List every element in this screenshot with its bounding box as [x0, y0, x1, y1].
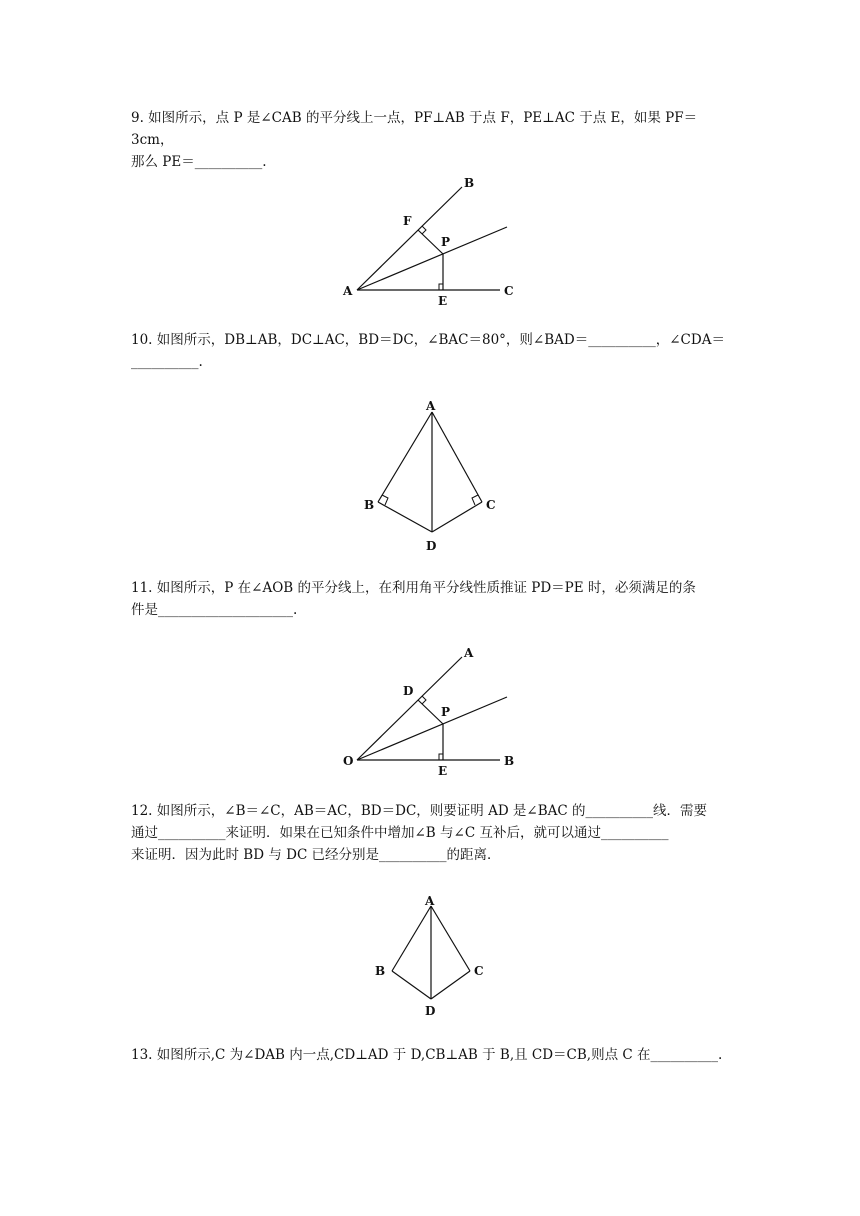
segment-cd [432, 502, 482, 532]
right-angle-mark-c [472, 495, 478, 505]
question-11-line-1: 11. 如图所示，P 在∠AOB 的平分线上，在利用角平分线性质推证 PD＝PE 时，必须满足的条 [131, 580, 696, 596]
question-9-line-2: 那么 PE＝__________. [131, 154, 267, 170]
label-e: E [438, 764, 448, 778]
right-angle-mark-e [439, 754, 443, 760]
label-b: B [364, 498, 375, 512]
segment-ab [392, 906, 431, 971]
label-a: A [426, 399, 436, 413]
segment-ac [432, 412, 482, 502]
label-o: O [343, 754, 354, 768]
label-c: C [486, 498, 496, 512]
label-f: F [403, 214, 412, 228]
question-12-line-3: 来证明．因为此时 BD 与 DC 已经分别是__________的距离． [131, 847, 501, 863]
figure-11-angle-bisector [330, 635, 530, 780]
figure-10-kite [350, 392, 510, 557]
ray-bisector [357, 227, 507, 290]
question-13-line-1: 13. 如图所示,C 为∠DAB 内一点,CD⊥AD 于 D,CB⊥AB 于 B,且 CD＝CB,则点 C 在__________. [131, 1047, 723, 1063]
question-10-line-2: __________. [131, 354, 203, 370]
label-b: B [464, 176, 475, 190]
segment-bd [392, 971, 431, 999]
figure-12-kite [360, 888, 500, 1023]
label-c: C [474, 964, 484, 978]
segment-bd [378, 502, 432, 532]
figure-9-angle-bisector [330, 165, 530, 310]
question-12-line-2: 通过__________来证明．如果在已知条件中增加∠B 与∠C 互补后，就可以通过__________ [131, 825, 669, 841]
label-p: P [441, 705, 451, 719]
question-11-text [131, 577, 731, 621]
label-a: A [425, 894, 435, 908]
question-12-line-1: 12. 如图所示，∠B＝∠C，AB＝AC，BD＝DC，则要证明 AD 是∠BAC 的__________线．需要 [131, 803, 708, 819]
label-d: D [403, 684, 414, 698]
right-angle-mark-e [439, 284, 443, 290]
ray-bisector [357, 697, 507, 760]
segment-ab [378, 412, 432, 502]
right-angle-mark-b [382, 495, 388, 505]
question-9-text [131, 107, 731, 173]
label-b: B [504, 754, 515, 768]
right-angle-mark-d [422, 696, 426, 704]
question-10-text [131, 329, 731, 373]
segment-cd [431, 971, 470, 999]
question-12-text [131, 800, 731, 866]
question-10-line-1: 10. 如图所示，DB⊥AB，DC⊥AC，BD＝DC，∠BAC＝80°，则∠BAD＝__________，∠CDA＝ [131, 332, 725, 348]
label-d: D [426, 539, 437, 553]
right-angle-mark-f [422, 226, 426, 234]
label-c: C [504, 284, 514, 298]
question-9-line-1: 9. 如图所示，点 P 是∠CAB 的平分线上一点，PF⊥AB 于点 F，PE⊥AC 于点 E，如果 PF＝3cm， [131, 110, 698, 148]
label-a: A [343, 284, 353, 298]
label-d: D [425, 1004, 436, 1018]
label-b: B [375, 964, 386, 978]
question-11-line-2: 件是____________________. [131, 602, 298, 618]
question-13-text [131, 1044, 731, 1066]
label-p: P [441, 235, 451, 249]
segment-ac [431, 906, 470, 971]
label-a: A [464, 646, 474, 660]
label-e: E [438, 294, 448, 308]
